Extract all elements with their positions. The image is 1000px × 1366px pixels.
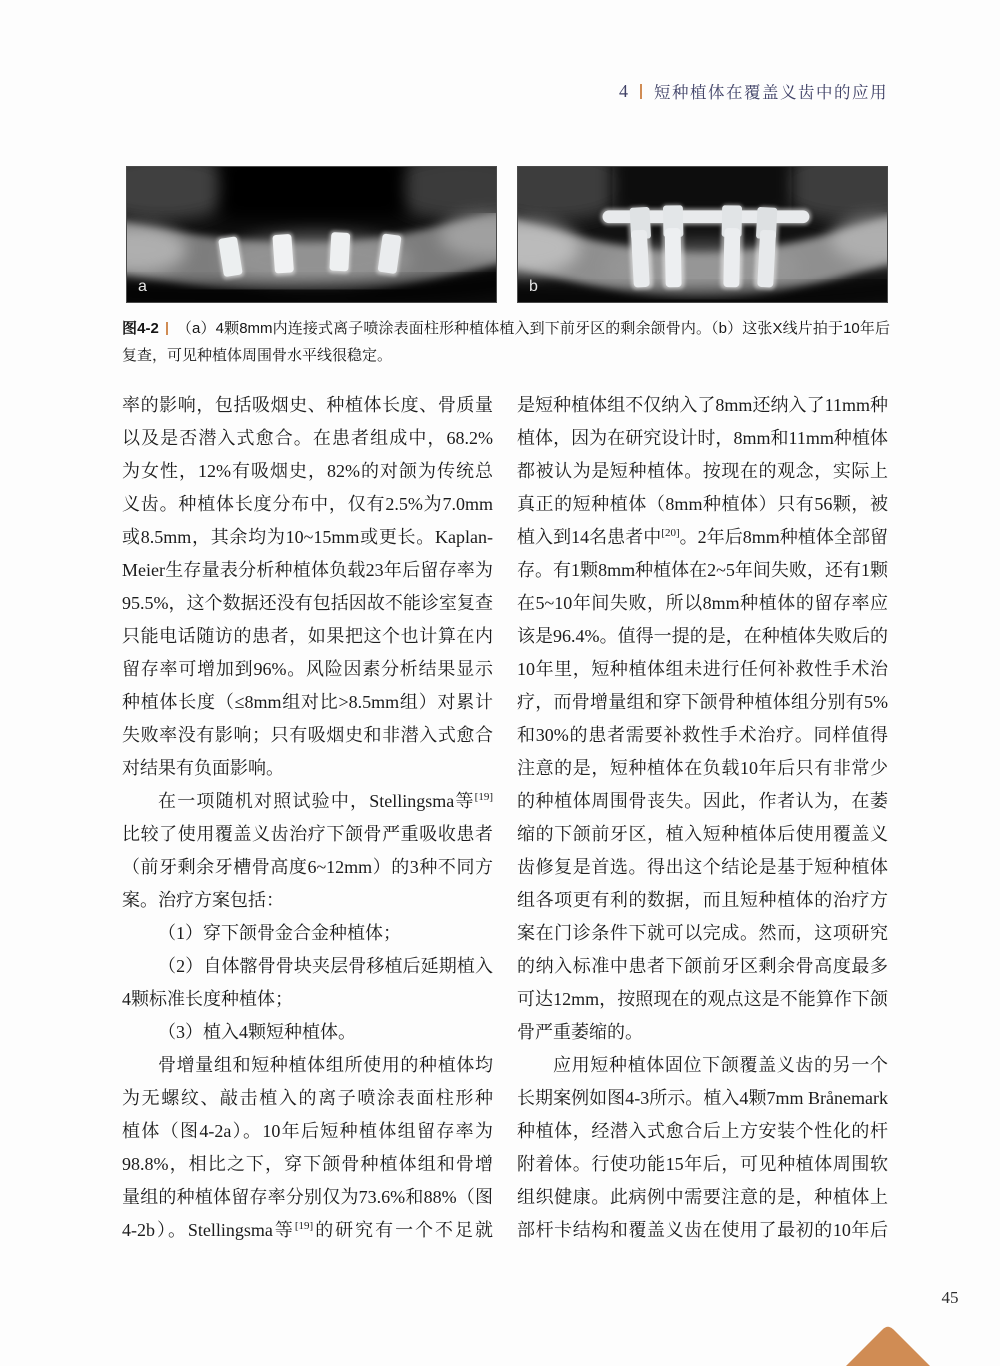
text-line: 都被认为是短种植体。按现在的观念，实际上 xyxy=(517,461,888,481)
text-line: 存。有1颗8mm种植体在2~5年间失败，还有1颗 xyxy=(517,560,888,580)
text-line: 长期案例如图4-3所示。植入4颗7mm Brånemark xyxy=(517,1088,888,1108)
text-line: 是短种植体组不仅纳入了8mm还纳入了11mm种 xyxy=(517,395,888,415)
chapter-title: 短种植体在覆盖义齿中的应用 xyxy=(654,83,888,102)
figure-caption xyxy=(122,315,890,369)
text-line: 失败率没有影响；只有吸烟史和非潜入式愈合 xyxy=(122,725,493,745)
text-line: （1）穿下颌骨金合金种植体； xyxy=(158,923,401,943)
text-line: 比较了使用覆盖义齿治疗下颌骨严重吸收患者 xyxy=(122,824,493,844)
text-line: 4-2b）。Stellingsma等[19]的研究有一个不足就 xyxy=(122,1220,494,1240)
chapter-header xyxy=(619,79,888,103)
text-line: 留存率可增加到96%。风险因素分析结果显示 xyxy=(122,659,493,679)
xray-image-b xyxy=(517,166,888,303)
text-line: 植体（图4-2a）。10年后短种植体组留存率为 xyxy=(122,1121,493,1141)
text-line: （2）自体髂骨骨块夹层骨移植后延期植入 xyxy=(158,956,493,976)
text-line: 骨严重萎缩的。 xyxy=(517,1022,643,1042)
caption-divider-bar xyxy=(166,322,168,335)
text-line: 疗，而骨增量组和穿下颌骨种植体组分别有5% xyxy=(517,692,888,712)
text-line: 缩的下颌前牙区，植入短种植体后使用覆盖义 xyxy=(517,824,888,844)
text-line: 应用短种植体固位下颌覆盖义齿的另一个 xyxy=(553,1055,888,1075)
text-line: 在一项随机对照试验中，Stellingsma等[19] xyxy=(158,791,493,811)
text-line: 或8.5mm，其余均为10~15mm或更长。Kaplan- xyxy=(122,527,493,547)
text-line: 对结果有负面影响。 xyxy=(122,758,284,778)
text-line: 附着体。行使功能15年后，可见种植体周围软 xyxy=(517,1154,888,1174)
header-divider-bar xyxy=(640,84,642,99)
text-line: 的纳入标准中患者下颌前牙区剩余骨高度最多 xyxy=(517,956,888,976)
text-line: 95.5%，这个数据还没有包括因故不能诊室复查 xyxy=(122,593,493,613)
text-line: 该是96.4%。值得一提的是，在种植体失败后的 xyxy=(517,626,888,646)
text-line: 为无螺纹、敲击植入的离子喷涂表面柱形种 xyxy=(122,1088,493,1108)
xray-label-b: b xyxy=(529,278,538,295)
text-line: 量组的种植体留存率分别仅为73.6%和88%（图 xyxy=(122,1187,493,1207)
page-corner-triangle-icon xyxy=(845,1324,931,1366)
text-line: 4颗标准长度种植体； xyxy=(122,989,293,1009)
xray-image-a xyxy=(126,166,497,303)
text-line: 义齿。种植体长度分布中，仅有2.5%为7.0mm xyxy=(122,494,493,514)
text-line: 种植体长度（≤8mm组对比>8.5mm组）对累计 xyxy=(122,692,493,712)
text-line: 真正的短种植体（8mm种植体）只有56颗，被 xyxy=(517,494,888,514)
text-line: 为女性，12%有吸烟史，82%的对颌为传统总 xyxy=(122,461,493,481)
chapter-number: 4 xyxy=(619,81,628,101)
text-line: 98.8%，相比之下，穿下颌骨种植体组和骨增 xyxy=(122,1154,493,1174)
text-column-right xyxy=(517,389,888,1247)
figure-caption-text: （a）4颗8mm内连接式离子喷涂表面柱形种植体植入到下前牙区的剩余颌骨内。（b）这张X线片拍于10年后复查，可见种植体周围骨水平线很稳定。 xyxy=(122,320,890,364)
text-line: 的种植体周围骨丧失。因此，作者认为，在萎 xyxy=(517,791,888,811)
text-line: 注意的是，短种植体在负载10年后只有非常少 xyxy=(517,758,888,778)
xray-b-graphic xyxy=(518,167,887,302)
text-line: （前牙剩余牙槽骨高度6~12mm）的3种不同方 xyxy=(122,857,493,877)
text-line: 组各项更有利的数据，而且短种植体的治疗方 xyxy=(517,890,888,910)
text-line: 在5~10年间失败，所以8mm种植体的留存率应 xyxy=(517,593,888,613)
text-line: （3）植入4颗短种植体。 xyxy=(158,1022,356,1042)
text-line: 只能电话随访的患者，如果把这个也计算在内 xyxy=(122,626,493,646)
text-line: 种植体，经潜入式愈合后上方安装个性化的杆 xyxy=(517,1121,888,1141)
text-line: 植体，因为在研究设计时，8mm和11mm种植体 xyxy=(517,428,888,448)
text-column-left xyxy=(122,389,493,1247)
text-line: 植入到14名患者中[20]。2年后8mm种植体全部留 xyxy=(517,527,888,547)
text-line: 组织健康。此病例中需要注意的是，种植体上 xyxy=(517,1187,888,1207)
text-line: 案在门诊条件下就可以完成。然而，这项研究 xyxy=(517,923,888,943)
text-line: 部杆卡结构和覆盖义齿在使用了最初的10年后 xyxy=(517,1220,888,1240)
text-line: 齿修复是首选。得出这个结论是基于短种植体 xyxy=(517,857,888,877)
figure-caption-tag: 图4-2 xyxy=(122,320,159,337)
text-line: 可达12mm，按照现在的观点这是不能算作下颌 xyxy=(517,989,888,1009)
text-line: 率的影响，包括吸烟史、种植体长度、骨质量 xyxy=(122,395,493,415)
text-line: 10年里，短种植体组未进行任何补救性手术治 xyxy=(517,659,888,679)
xray-label-a: a xyxy=(138,278,147,295)
text-line: Meier生存量表分析种植体负载23年后留存率为 xyxy=(122,560,493,580)
text-line: 以及是否潜入式愈合。在患者组成中，68.2% xyxy=(122,428,493,448)
text-line: 和30%的患者需要补救性手术治疗。同样值得 xyxy=(517,725,888,745)
page-number: 45 xyxy=(941,1288,959,1307)
text-line: 案。治疗方案包括： xyxy=(122,890,284,910)
xray-a-graphic xyxy=(127,167,496,302)
text-line: 骨增量组和短种植体组所使用的种植体均 xyxy=(158,1055,493,1075)
